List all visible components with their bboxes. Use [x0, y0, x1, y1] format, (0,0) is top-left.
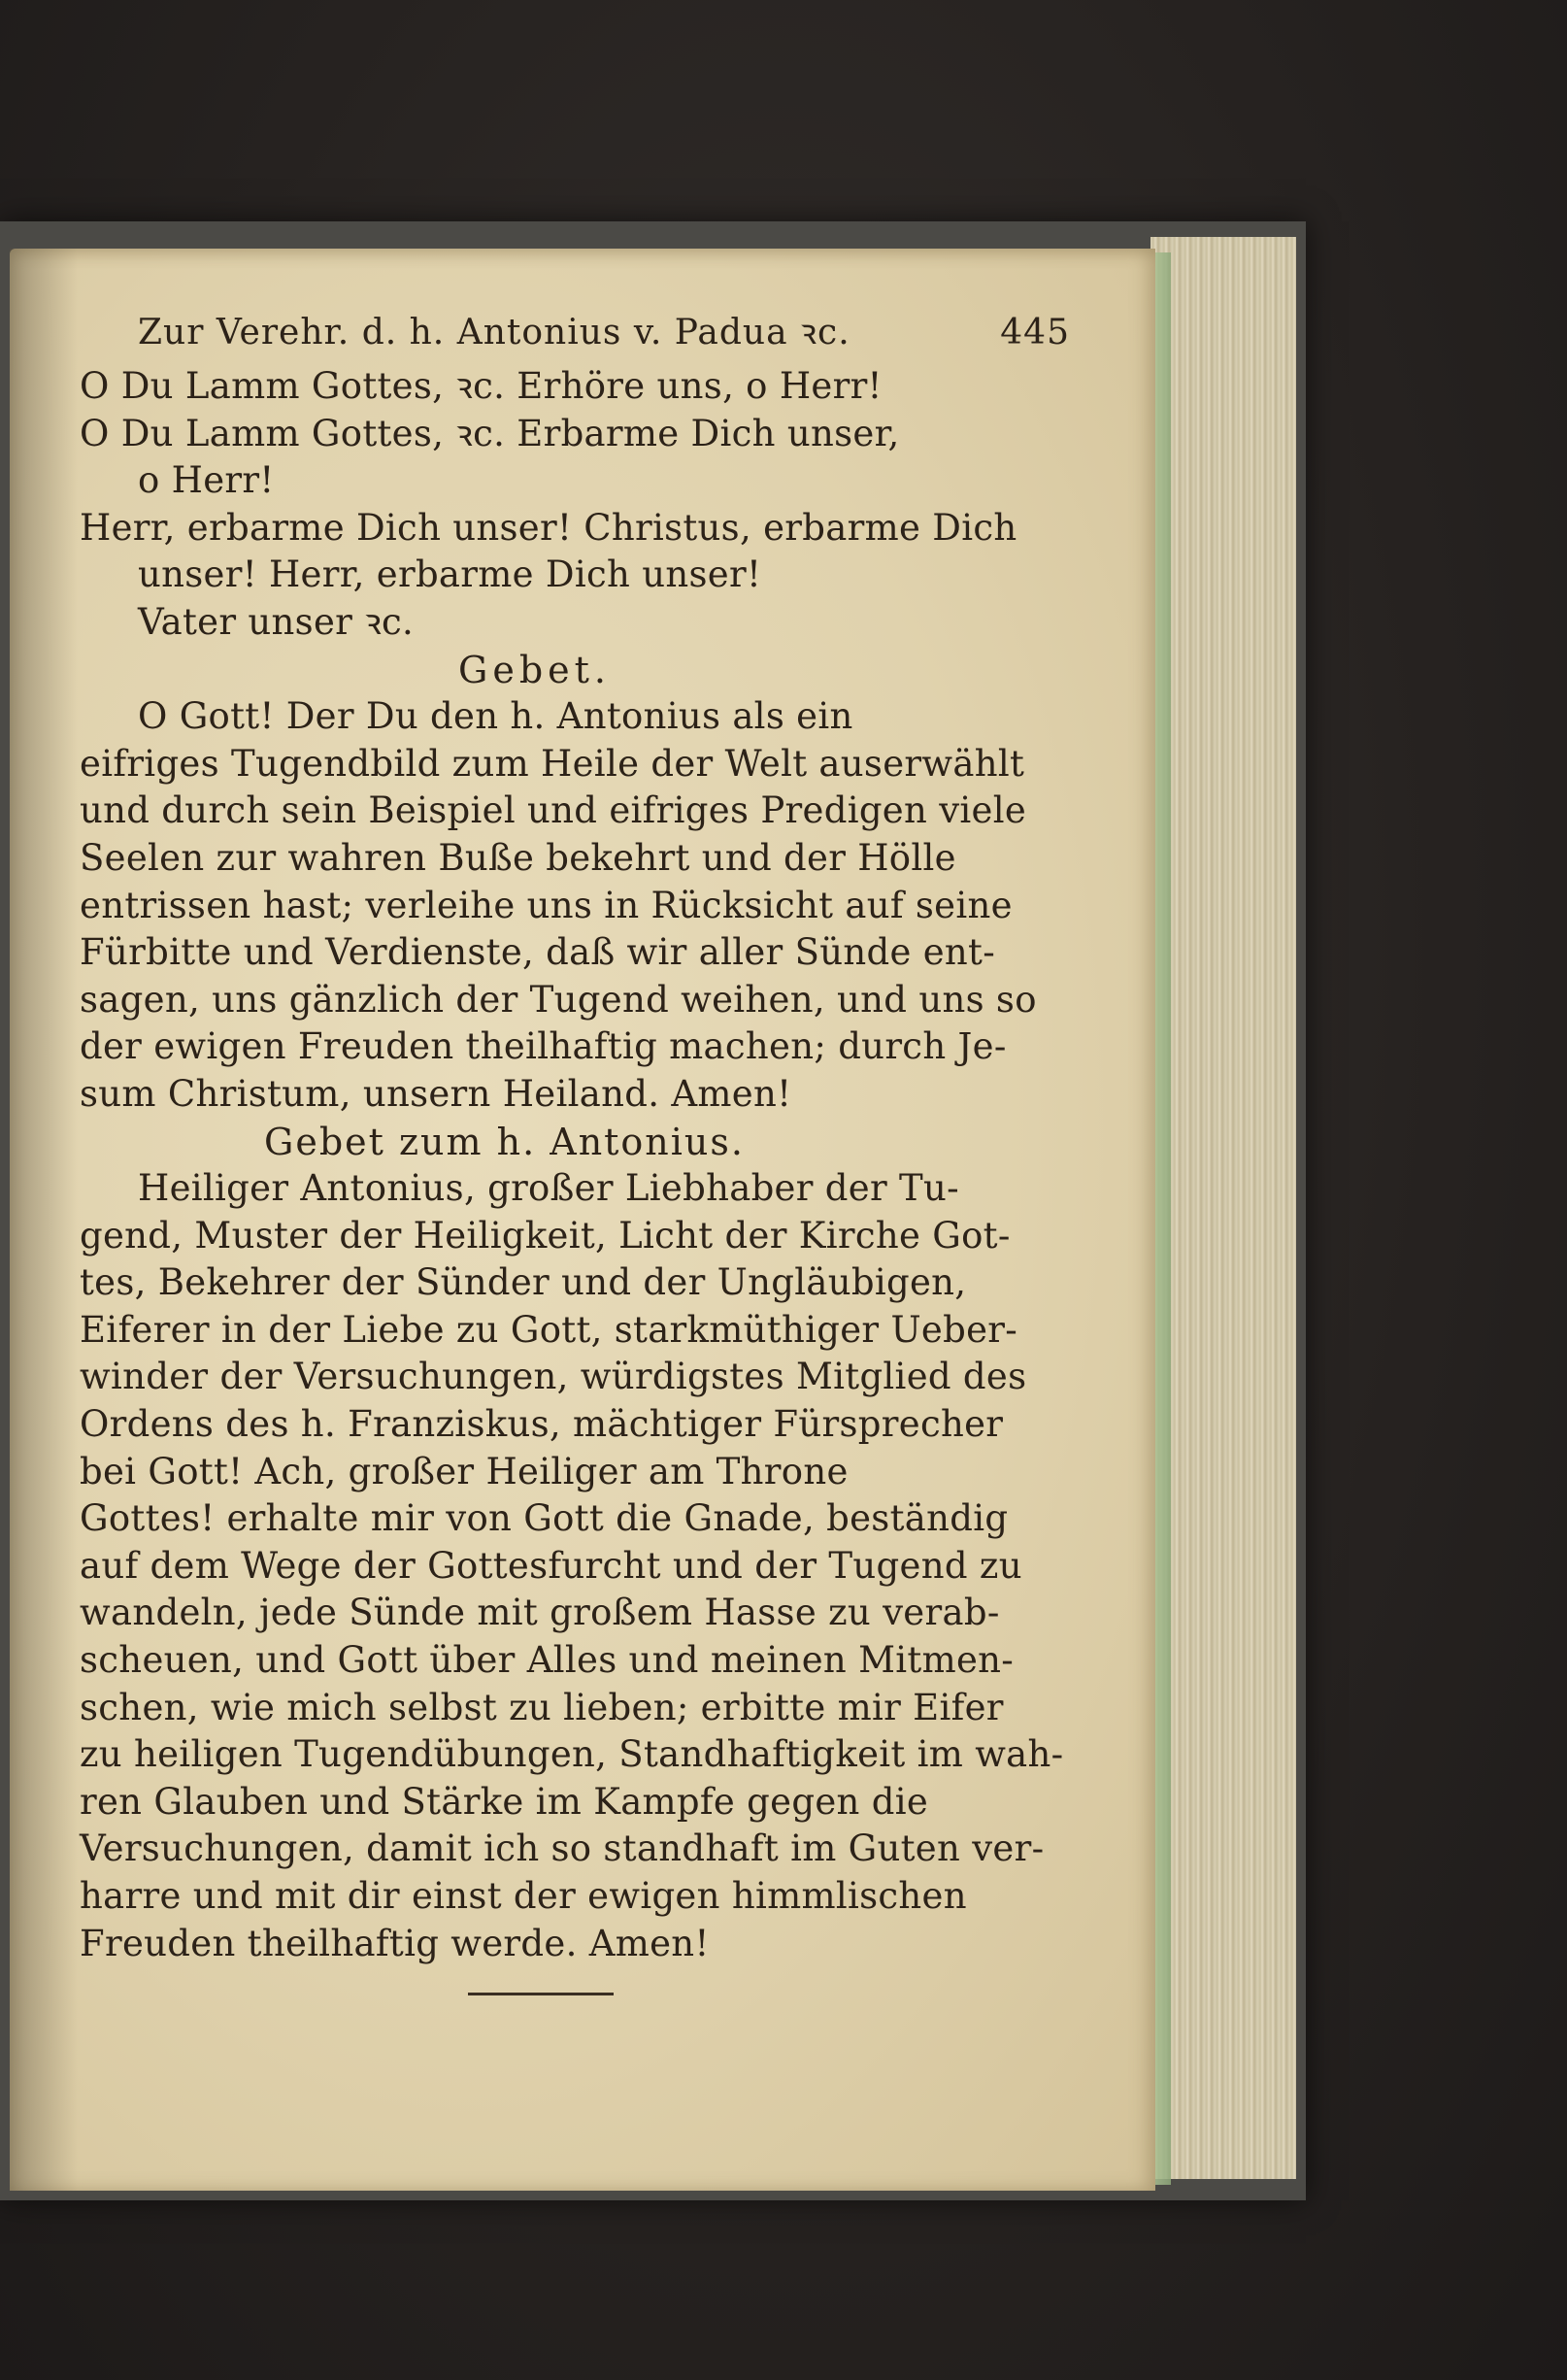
text-line: schen, wie mich selbst zu lieben; erbitte mir Eifer — [80, 1686, 1004, 1728]
text-line: zu heiligen Tugendübungen, Standhaftigkeit im wah- — [80, 1733, 1064, 1776]
page-text — [80, 307, 1070, 1995]
litany — [80, 363, 1070, 647]
book-page — [10, 249, 1155, 2191]
text-line: Versuchungen, damit ich so standhaft im Guten ver- — [80, 1827, 1045, 1870]
text-line: sagen, uns gänzlich der Tugend weihen, und uns so — [80, 978, 1037, 1021]
text-line: sum Christum, unsern Heiland. Amen! — [80, 1072, 792, 1115]
text-line: Gottes! erhalte mir von Gott die Gnade, beständig — [80, 1497, 1009, 1540]
text-line: entrissen hast; verleihe uns in Rücksicht auf seine — [80, 884, 1013, 926]
text-line: Seelen zur wahren Buße bekehrt und der Hölle — [80, 836, 956, 879]
text-line: Freuden theilhaftig werde. Amen! — [80, 1922, 710, 1964]
text-line: Eiferer in der Liebe zu Gott, starkmüthiger Ueber- — [80, 1308, 1018, 1351]
text-line: unser! Herr, erbarme Dich unser! — [138, 553, 762, 596]
text-line: wandeln, jede Sünde mit großem Hasse zu verab- — [80, 1592, 1000, 1634]
text-line: winder der Versuchungen, würdigstes Mitglied des — [80, 1356, 1027, 1398]
text-line: scheuen, und Gott über Alles und meinen Mitmen- — [80, 1639, 1015, 1682]
text-line: ren Glauben und Stärke im Kampfe gegen die — [80, 1780, 929, 1823]
text-line: Ordens des h. Franziskus, mächtiger Fürsprecher — [80, 1403, 1004, 1446]
running-head-title: Zur Verehr. d. h. Antonius v. Padua ꝛc. — [138, 313, 850, 352]
text-line: O Du Lamm Gottes, ꝛc. Erhöre uns, o Herr! — [80, 365, 883, 407]
page-number: 445 — [1000, 313, 1070, 352]
text-line: Vater unser ꝛc. — [138, 600, 415, 643]
text-line: gend, Muster der Heiligkeit, Licht der Kirche Got- — [80, 1214, 1011, 1257]
section-heading: Gebet zum h. Antonius. — [264, 1120, 745, 1163]
page-edges — [1150, 237, 1296, 2179]
text-line: tes, Bekehrer der Sünder und der Ungläubigen, — [80, 1261, 967, 1304]
text-line: Herr, erbarme Dich unser! Christus, erbarme Dich — [80, 506, 1017, 549]
prayer-paragraph — [80, 693, 1070, 1118]
section-heading: Gebet. — [458, 648, 612, 691]
closing-rule — [468, 1993, 614, 1995]
text-line: harre und mit dir einst der ewigen himmlischen — [80, 1875, 967, 1917]
spine-shadow — [10, 249, 78, 2191]
text-line: bei Gott! Ach, großer Heiliger am Throne — [80, 1450, 849, 1492]
text-line: und durch sein Beispiel und eifriges Predigen viele — [80, 789, 1027, 832]
running-head — [138, 307, 1070, 363]
text-line: eifriges Tugendbild zum Heile der Welt auserwählt — [80, 742, 1025, 785]
text-line: der ewigen Freuden theilhaftig machen; durch Je- — [80, 1025, 1007, 1068]
text-line: O Du Lamm Gottes, ꝛc. Erbarme Dich unser, — [80, 412, 900, 454]
text-line: Heiliger Antonius, großer Liebhaber der Tu- — [138, 1167, 959, 1210]
text-line: O Gott! Der Du den h. Antonius als ein — [138, 695, 853, 738]
text-line: o Herr! — [138, 459, 275, 502]
text-line: auf dem Wege der Gottesfurcht und der Tugend zu — [80, 1544, 1022, 1587]
prayer-paragraph — [80, 1165, 1070, 1967]
text-line: Fürbitte und Verdienste, daß wir aller Sünde ent- — [80, 931, 996, 974]
